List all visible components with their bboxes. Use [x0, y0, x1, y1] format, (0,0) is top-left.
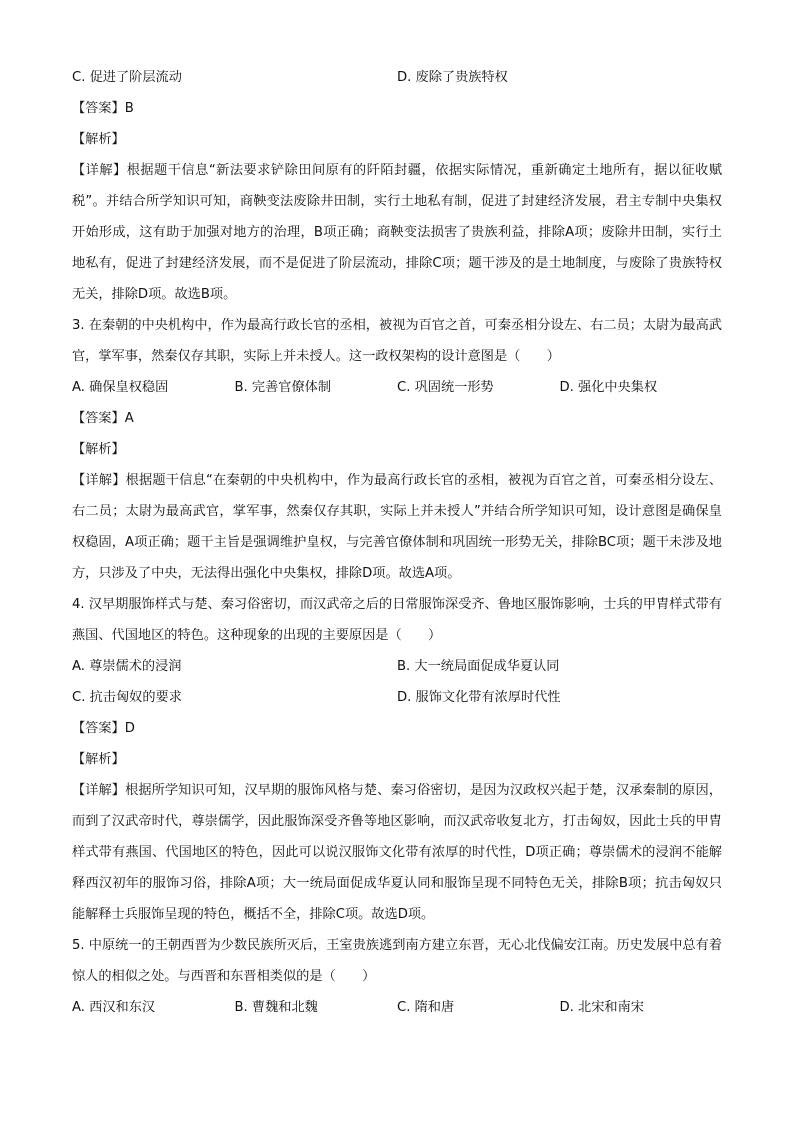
q3-stem: 3. 在秦朝的中央机构中，作为最高行政长官的丞相，被视为百官之首，可秦丞相分设左、右二员；太尉为最高武官，掌军事，然秦仅存其职，实际上并未授人。这一政权架构的设计意图是（ ） — [72, 318, 722, 364]
q5-option-a: A. 西汉和东汉 — [72, 1000, 156, 1015]
q2-options-row — [72, 62, 722, 93]
q4-stem: 4. 汉早期服饰样式与楚、秦习俗密切，而汉武帝之后的日常服饰深受齐、鲁地区服饰影响，士兵的甲胄样式带有燕国、代国地区的特色。这种现象的出现的主要原因是（ ） — [72, 597, 722, 643]
q2-detail-label: 【详解】 — [72, 163, 127, 178]
q3-option-d: D. 强化中央集权 — [559, 380, 658, 395]
q4-analysis-label: 【解析】 — [72, 752, 125, 767]
q3-detail — [72, 465, 722, 589]
q4-option-c: C. 抗击匈奴的要求 — [72, 690, 182, 705]
q4-detail — [72, 775, 722, 930]
q5-stem: 5. 中原统一的王朝西晋为少数民族所灭后，王室贵族逃到南方建立东晋，无心北伐偏安江南。历史发展中总有着惊人的相似之处。与西晋和东晋相类似的是（ ） — [72, 938, 722, 984]
q4-option-d: D. 服饰文化带有浓厚时代性 — [397, 690, 561, 705]
q2-answer: 【答案】B — [72, 101, 134, 116]
q3-detail-label: 【详解】 — [72, 473, 126, 488]
q3-option-c: C. 巩固统一形势 — [397, 380, 494, 395]
document-page — [72, 62, 722, 1023]
q3-option-b: B. 完善官僚体制 — [234, 380, 332, 395]
q4-option-a: A. 尊崇儒术的浸润 — [72, 659, 182, 674]
q2-option-c: C. 促进了阶层流动 — [72, 70, 182, 85]
q4-options-row-1 — [72, 651, 722, 682]
q5-option-b: B. 曹魏和北魏 — [234, 1000, 318, 1015]
q3-detail-text: 根据题干信息“在秦朝的中央机构中，作为最高行政长官的丞相，被视为百官之首，可秦丞相分设左、右二员；太尉为最高武官，掌军事，然秦仅存其职，实际上并未授人”并结合所学知识可知，设计意图是确保皇权稳固，A项正确；题干主旨是强调维护皇权，与完善官僚体制和巩固统一形势无关，排除BC项；题干未涉及地方，只涉及了中央，无法得出强化中央集权，排除D项。故选A项。 — [72, 473, 723, 581]
q2-analysis-label: 【解析】 — [72, 132, 125, 147]
q4-answer: 【答案】D — [72, 721, 135, 736]
q5-options-row — [72, 992, 722, 1023]
q4-options-row-2 — [72, 682, 722, 713]
q3-answer: 【答案】A — [72, 411, 134, 426]
q4-detail-label: 【详解】 — [72, 783, 126, 798]
q2-option-d: D. 废除了贵族特权 — [397, 70, 508, 85]
q2-detail-text: 根据题干信息“新法要求铲除田间原有的阡陌封疆，依据实际情况，重新确定土地所有，据以征收赋税”。并结合所学知识可知，商鞅变法废除井田制，实行土地私有制，促进了封建经济发展，君主专制中央集权开始形成，这有助于加强对地方的治理，B项正确；商鞅变法损害了贵族利益，排除A项；废除井田制，实行土地私有，促进了封建经济发展，而不是促进了阶层流动，排除C项；题干涉及的是土地制度，与废除了贵族特权无关，排除D项。故选B项。 — [72, 163, 723, 302]
q4-option-b: B. 大一统局面促成华夏认同 — [397, 659, 560, 674]
q5-option-c: C. 隋和唐 — [397, 1000, 455, 1015]
q4-detail-text: 根据所学知识可知，汉早期的服饰风格与楚、秦习俗密切，是因为汉政权兴起于楚，汉承秦制的原因，而到了汉武帝时代，尊崇儒学，因此服饰深受齐鲁等地区影响，而汉武帝收复北方，打击匈奴，因此士兵的甲胄样式带有燕国、代国地区的特色，因此可以说汉服饰文化带有浓厚的时代性，D项正确；尊崇儒术的浸润不能解释西汉初年的服饰习俗，排除A项；大一统局面促成华夏认同和服饰呈现不同特色无关，排除B项；抗击匈奴只能解释士兵服饰呈现的特色，概括不全，排除C项。故选D项。 — [72, 783, 723, 922]
q3-analysis-label: 【解析】 — [72, 442, 125, 457]
q3-options-row — [72, 372, 722, 403]
q3-option-a: A. 确保皇权稳固 — [72, 380, 169, 395]
q5-option-d: D. 北宋和南宋 — [559, 1000, 644, 1015]
q2-detail — [72, 155, 722, 310]
